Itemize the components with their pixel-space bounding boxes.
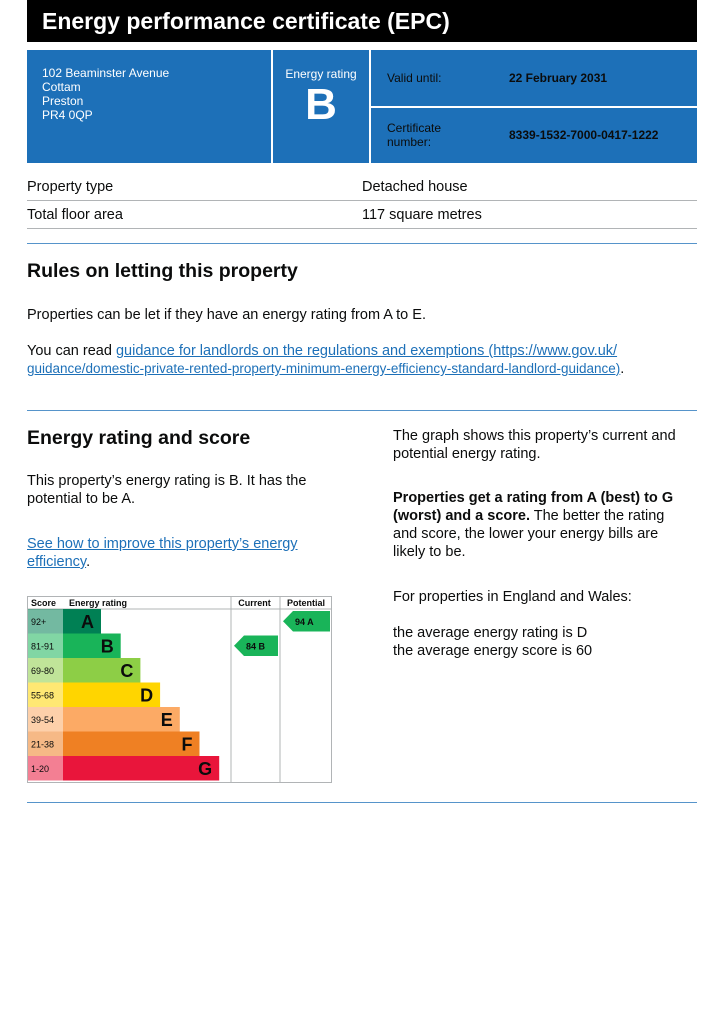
section-divider	[27, 243, 697, 244]
title-bar	[27, 0, 697, 42]
address-line: PR4 0QP	[42, 108, 93, 122]
band-score-range: 1-20	[31, 764, 50, 774]
floor-area-label: Total floor area	[27, 206, 123, 223]
address-line: Preston	[42, 94, 84, 108]
certificate-number-row	[371, 108, 697, 164]
band-letter: C	[120, 661, 134, 681]
text-line: This property’s energy rating is B. It has the	[27, 473, 307, 489]
address-line: Cottam	[42, 80, 81, 94]
band-score-range: 81-91	[31, 641, 55, 652]
rules-guidance-paragraph	[27, 342, 707, 378]
certificate-details	[371, 50, 697, 163]
band-score-range: 39-54	[31, 715, 55, 725]
potential-rating-label: 94 A	[295, 616, 314, 627]
rules-heading: Rules on letting this property	[27, 260, 298, 282]
valid-until-value: 22 February 2031	[509, 70, 608, 85]
band-letter: E	[160, 710, 173, 730]
rules-guidance-suffix: .	[620, 361, 625, 377]
text-line: potential to be A.	[27, 491, 136, 507]
property-address	[27, 50, 271, 163]
energy-rating-header: Energy rating	[69, 598, 128, 608]
average-rating-text: the average energy rating is D	[393, 625, 588, 641]
certificate-number-value: 8339-1532-7000-0417-1222	[509, 128, 659, 143]
property-type-label: Property type	[27, 178, 114, 195]
average-score-text: the average energy score is 60	[393, 643, 593, 659]
bold-text: Properties get a rating from A (best) to G	[393, 490, 674, 506]
potential-header: Potential	[286, 598, 326, 608]
text-line: likely to be.	[393, 544, 466, 560]
page-title: Energy performance certificate (EPC)	[42, 8, 450, 34]
energy-rating-chart	[27, 596, 333, 789]
graph-explanation	[393, 427, 676, 463]
certificate-label-line: number:	[387, 135, 432, 150]
certificate-label-line: Certificate	[387, 121, 442, 136]
band-letter: B	[100, 636, 114, 657]
band-score-range: 69-80	[31, 666, 55, 676]
england-wales-label: For properties in England and Wales:	[393, 589, 632, 605]
text-line: potential energy rating.	[393, 446, 541, 462]
floor-area-value: 117 square metres	[362, 206, 482, 223]
valid-until-label: Valid until:	[387, 70, 442, 85]
band-bar	[63, 756, 219, 781]
landlord-guidance-link-continued[interactable]: guidance/domestic-private-rented-property-minimum-energy-efficiency-standard-landlord-guidance)	[27, 361, 621, 376]
energy-rating-letter: B	[305, 80, 337, 129]
bold-text: (worst) and a score.	[393, 508, 530, 524]
score-header: Score	[31, 598, 57, 608]
band-letter: D	[140, 685, 154, 706]
landlord-guidance-link[interactable]: guidance for landlords on the regulations and exemptions (https://www.gov.uk/	[115, 343, 618, 359]
average-rating-info	[393, 624, 592, 660]
certificate-number-label	[387, 121, 509, 149]
section-divider	[27, 802, 697, 803]
band-letter: F	[181, 734, 193, 755]
band-bar	[63, 732, 200, 757]
band-score-range: 55-68	[31, 690, 55, 701]
text-line: The graph shows this property’s current and	[393, 428, 676, 444]
energy-rating-graph	[27, 596, 333, 784]
rules-guidance-prefix: You can read	[27, 343, 116, 359]
current-rating-label: 84 B	[246, 641, 266, 652]
band-letter: G	[198, 759, 213, 779]
text-span: The better the rating	[529, 508, 665, 524]
table-row	[27, 173, 697, 201]
energy-rating-label: Energy rating	[285, 67, 357, 81]
property-summary-table	[27, 173, 697, 229]
band-score-range: 92+	[31, 617, 47, 627]
energy-heading: Energy rating and score	[27, 427, 251, 449]
rules-paragraph: Properties can be let if they have an energy rating from A to E.	[27, 307, 426, 323]
band-score-range: 21-38	[31, 739, 55, 750]
rating-explanation	[393, 489, 673, 561]
energy-rating-box	[273, 50, 369, 163]
band-letter: A	[81, 612, 94, 632]
improve-efficiency-paragraph	[27, 535, 298, 571]
property-type-value: Detached house	[362, 178, 468, 195]
address-line: 102 Beaminster Avenue	[42, 66, 170, 80]
valid-until-row	[371, 50, 697, 106]
section-divider	[27, 410, 697, 411]
improve-efficiency-link-continued[interactable]: efficiency	[27, 554, 87, 570]
text-line: and score, the lower your energy bills are	[393, 526, 659, 542]
current-header: Current	[238, 598, 271, 608]
improve-efficiency-link[interactable]: See how to improve this property’s energy	[27, 536, 298, 552]
table-row	[27, 201, 697, 229]
link-suffix: .	[86, 554, 91, 570]
certificate-summary	[27, 50, 697, 163]
energy-rating-paragraph	[27, 472, 306, 508]
